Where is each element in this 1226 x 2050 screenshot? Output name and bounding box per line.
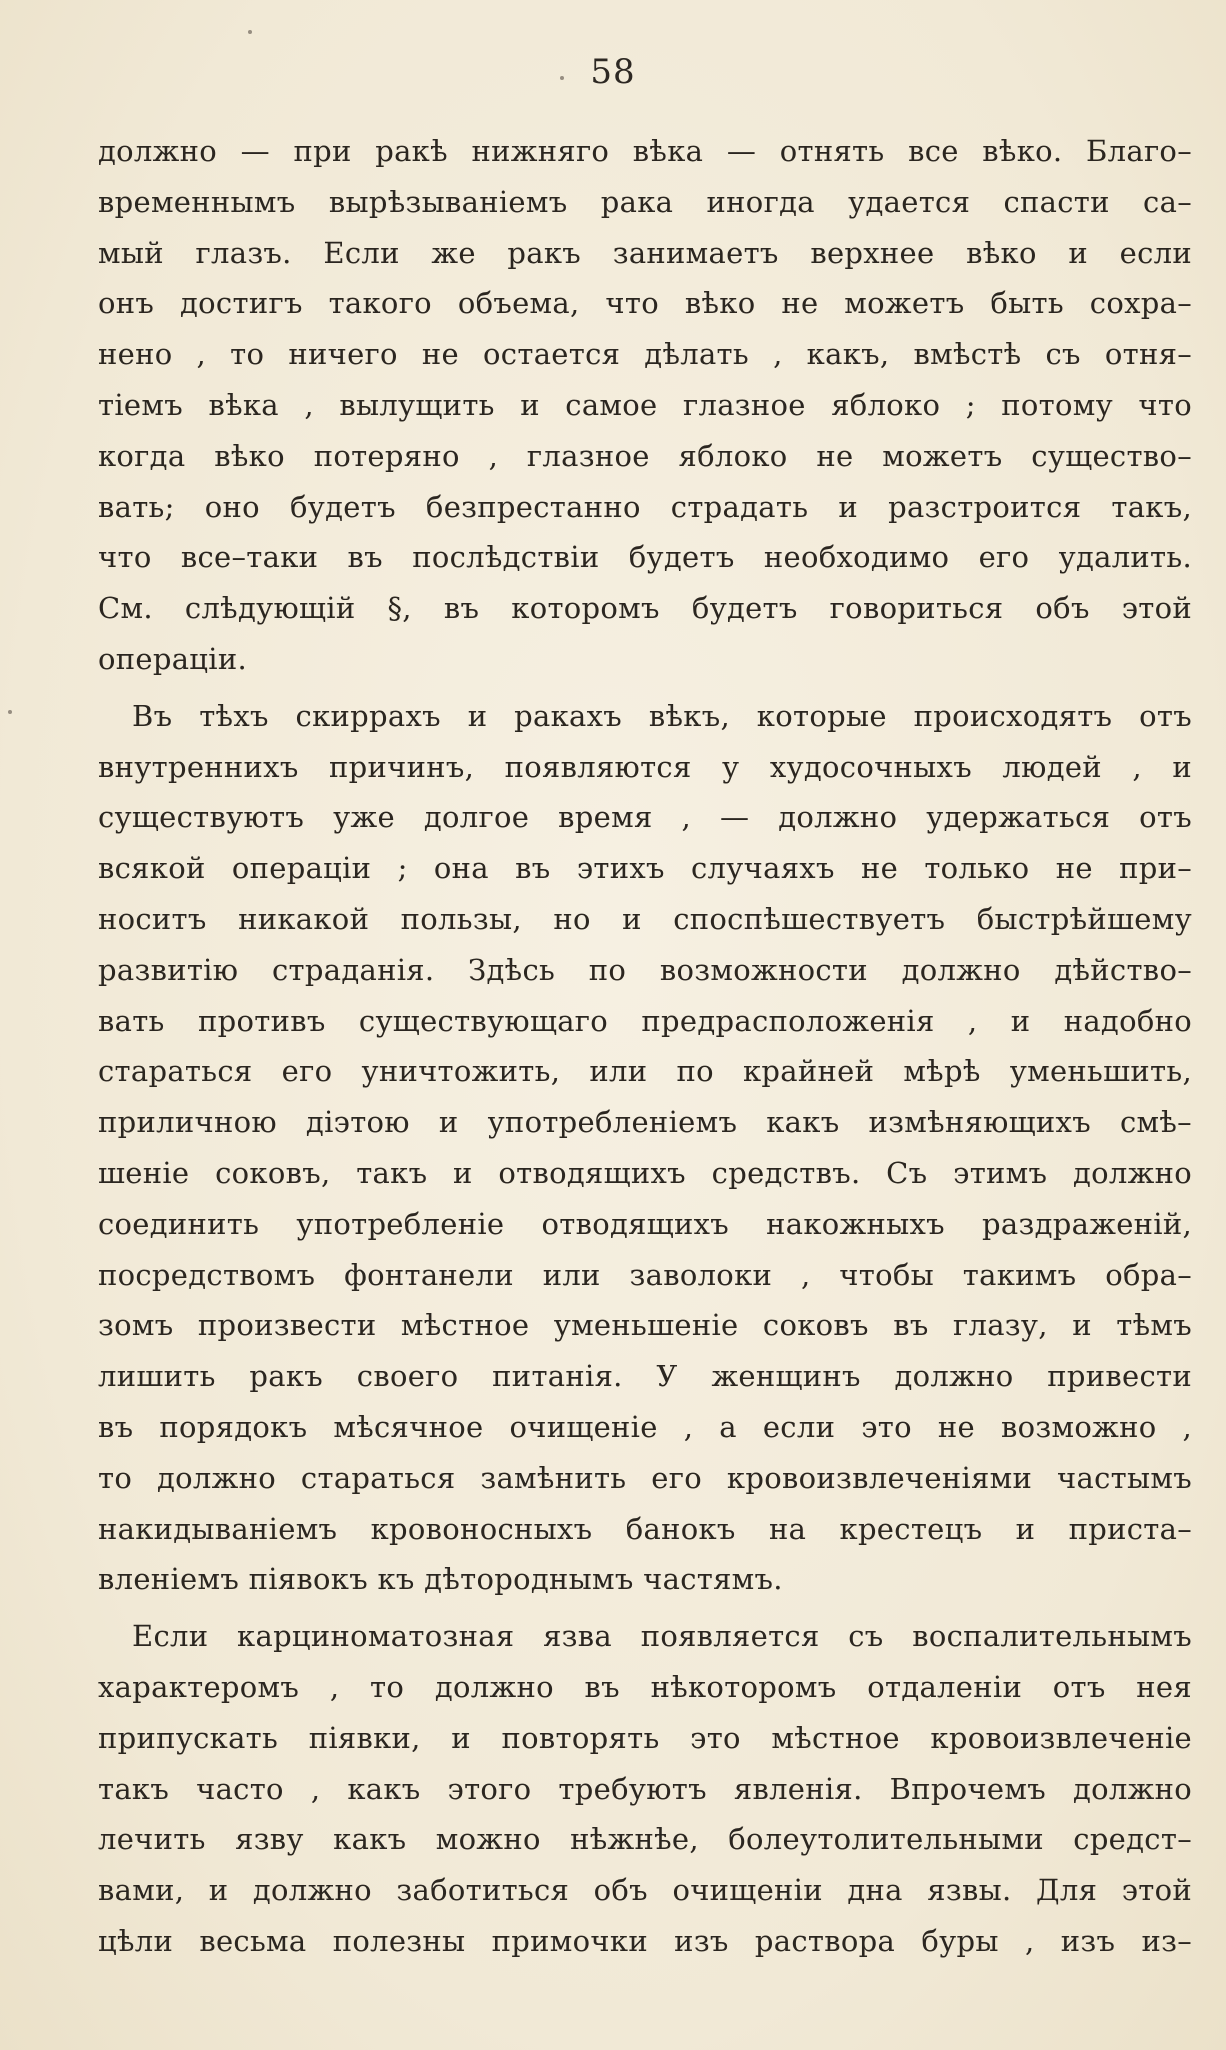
text-line: зомъ произвести мѣстное уменьшеніе соковъ въ глазу, и тѣмъ xyxy=(98,1308,1192,1343)
paragraph-1 xyxy=(98,126,1192,685)
text-line: вать; оно будетъ безпрестанно страдать и разстроится такъ, xyxy=(98,489,1192,524)
text-line: носитъ никакой пользы, но и споспѣшествуетъ быстрѣйшему xyxy=(98,901,1192,936)
text-line: что все–таки въ послѣдствіи будетъ необходимо его удалить. xyxy=(98,540,1192,575)
text-line: вать противъ существующаго предрасположенія , и надобно xyxy=(98,1003,1192,1038)
body-text xyxy=(98,126,1192,1967)
text-line: въ порядокъ мѣсячное очищеніе , а если это не возможно , xyxy=(98,1409,1192,1444)
text-line: припускать піявки, и повторять это мѣстное кровоизвлеченіе xyxy=(98,1720,1192,1755)
text-line: характеромъ , то должно въ нѣкоторомъ отдаленіи отъ нея xyxy=(98,1669,1192,1704)
ink-speck xyxy=(248,30,252,34)
text-line: операціи. xyxy=(98,641,247,676)
text-line: онъ достигъ такого объема, что вѣко не можетъ быть сохра– xyxy=(98,286,1192,321)
text-line: цѣли весьма полезны примочки изъ раствора буры , изъ из– xyxy=(98,1923,1192,1958)
text-line: внутреннихъ причинъ, появляются у худосочныхъ людей , и xyxy=(98,749,1192,784)
text-line: мый глазъ. Если же ракъ занимаетъ верхнее вѣко и если xyxy=(98,235,1192,270)
text-line: временнымъ вырѣзываніемъ рака иногда удается спасти са– xyxy=(98,184,1192,219)
text-line: лечить язву какъ можно нѣжнѣе, болеутолительными средст– xyxy=(98,1822,1192,1857)
text-line: тіемъ вѣка , вылущить и самое глазное яблоко ; потому что xyxy=(98,387,1192,422)
text-line: стараться его уничтожить, или по крайней мѣрѣ уменьшить, xyxy=(98,1054,1192,1089)
text-line: Въ тѣхъ скиррахъ и ракахъ вѣкъ, которые происходятъ отъ xyxy=(132,698,1192,733)
text-line: когда вѣко потеряно , глазное яблоко не можетъ существо– xyxy=(98,438,1192,473)
text-line: развитію страданія. Здѣсь по возможности должно дѣйство– xyxy=(98,952,1192,987)
text-line: посредствомъ фонтанели или заволоки , чтобы такимъ обра– xyxy=(98,1257,1192,1292)
paragraph-3 xyxy=(98,1611,1192,1967)
text-line: См. слѣдующій §, въ которомъ будетъ говориться объ этой xyxy=(98,591,1192,626)
text-line: накидываніемъ кровоносныхъ банокъ на крестецъ и приста– xyxy=(98,1511,1192,1546)
text-line: лишить ракъ своего питанія. У женщинъ должно привести xyxy=(98,1359,1192,1394)
ink-speck xyxy=(560,76,564,80)
text-line: нено , то ничего не остается дѣлать , какъ, вмѣстѣ съ отня– xyxy=(98,337,1192,372)
text-line: приличною діэтою и употребленіемъ какъ измѣняющихъ смѣ– xyxy=(98,1105,1192,1140)
page-number: 58 xyxy=(590,52,636,92)
text-line: то должно стараться замѣнить его кровоизвлеченіями частымъ xyxy=(98,1460,1192,1495)
text-line: соединить употребленіе отводящихъ накожныхъ раздраженій, xyxy=(98,1206,1192,1241)
text-line: всякой операціи ; она въ этихъ случаяхъ не только не при– xyxy=(98,851,1192,886)
ink-speck xyxy=(8,710,12,714)
paragraph-2 xyxy=(98,691,1192,1605)
text-line: должно — при ракѣ нижняго вѣка — отнять все вѣко. Благо– xyxy=(98,134,1192,168)
text-line: Если карциноматозная язва появляется съ воспалительнымъ xyxy=(132,1619,1192,1654)
text-line: шеніе соковъ, такъ и отводящихъ средствъ. Съ этимъ должно xyxy=(98,1155,1192,1190)
text-line: вами, и должно заботиться объ очищеніи дна язвы. Для этой xyxy=(98,1873,1192,1908)
text-line: вленіемъ піявокъ къ дѣтороднымъ частямъ. xyxy=(98,1562,783,1597)
text-line: существуютъ уже долгое время , — должно удержаться отъ xyxy=(98,800,1192,835)
text-line: такъ часто , какъ этого требуютъ явленія. Впрочемъ должно xyxy=(98,1771,1192,1806)
